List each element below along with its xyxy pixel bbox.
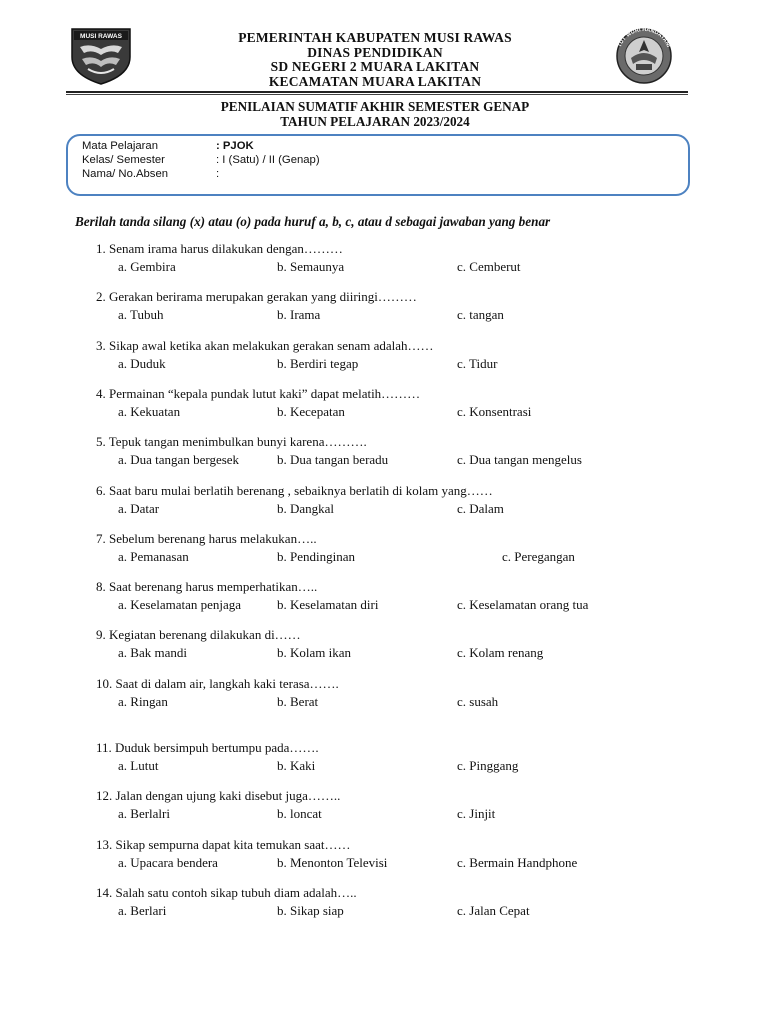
svg-text:MUSI RAWAS: MUSI RAWAS — [80, 33, 122, 40]
identity-value: : I (Satu) / II (Genap) — [216, 154, 320, 166]
musi-rawas-emblem — [70, 27, 132, 85]
option-a[interactable]: a. Kekuatan — [118, 404, 181, 419]
option-a[interactable]: a. Dua tangan bergesek — [118, 452, 240, 467]
exam-title-line: PENILAIAN SUMATIF AKHIR SEMESTER GENAP — [220, 99, 530, 114]
question-stem: 12. Jalan dengan ujung kaki disebut juga…….. — [96, 788, 341, 803]
option-c[interactable]: c. Dalam — [457, 501, 504, 516]
option-b[interactable]: b. Keselamatan diri — [277, 597, 379, 612]
option-a[interactable]: a. Duduk — [118, 356, 166, 371]
option-c[interactable]: c. Konsentrasi — [457, 404, 532, 419]
option-c[interactable]: c. Bermain Handphone — [457, 855, 578, 870]
option-a[interactable]: a. Keselamatan penjaga — [118, 597, 242, 612]
option-b[interactable]: b. Pendinginan — [277, 549, 355, 564]
option-a[interactable]: a. Datar — [118, 501, 160, 516]
exam-year-line: TAHUN PELAJARAN 2023/2024 — [280, 113, 470, 129]
option-c[interactable]: c. tangan — [457, 307, 504, 322]
tut-wuri-handayani-logo — [609, 24, 679, 84]
option-b[interactable]: b. Dua tangan beradu — [277, 452, 389, 467]
letterhead-line-4: KECAMATAN MUARA LAKITAN — [268, 73, 482, 89]
option-b[interactable]: b. Berdiri tegap — [277, 356, 359, 371]
question-stem: 7. Sebelum berenang harus melakukan….. — [96, 531, 317, 546]
option-c[interactable]: c. Peregangan — [502, 549, 575, 564]
option-c[interactable]: c. susah — [457, 694, 499, 709]
identity-value: : — [216, 168, 220, 180]
letterhead-divider — [66, 91, 688, 93]
option-b[interactable]: b. Kolam ikan — [277, 645, 352, 660]
letterhead — [140, 31, 610, 89]
identity-label: Kelas/ Semester — [82, 154, 165, 166]
option-a[interactable]: a. Tubuh — [118, 307, 164, 322]
identity-label: Mata Pelajaran — [82, 140, 158, 152]
option-c[interactable]: c. Cemberut — [457, 259, 521, 274]
option-b[interactable]: b. Semaunya — [277, 259, 345, 274]
option-b[interactable]: b. Kecepatan — [277, 404, 345, 419]
option-b[interactable]: b. Berat — [277, 694, 319, 709]
question-stem: 14. Salah satu contoh sikap tubuh diam adalah….. — [96, 885, 357, 900]
question-stem: 2. Gerakan berirama merupakan gerakan yang diiringi……… — [96, 289, 417, 304]
option-c[interactable]: c. Keselamatan orang tua — [457, 597, 589, 612]
letterhead-line-3: SD NEGERI 2 MUARA LAKITAN — [270, 59, 480, 75]
question-stem: 8. Saat berenang harus memperhatikan….. — [96, 579, 318, 594]
question-stem: 6. Saat baru mulai berlatih berenang , sebaiknya berlatih di kolam yang…… — [96, 483, 493, 498]
option-c[interactable]: c. Tidur — [457, 356, 498, 371]
option-b[interactable]: b. loncat — [277, 806, 322, 821]
option-b[interactable]: b. Menonton Televisi — [277, 855, 388, 870]
question-stem: 5. Tepuk tangan menimbulkan bunyi karena………. — [96, 434, 367, 449]
option-a[interactable]: a. Lutut — [118, 758, 159, 773]
option-a[interactable]: a. Berlari — [118, 903, 167, 918]
question-stem: 11. Duduk bersimpuh bertumpu pada……. — [96, 740, 319, 755]
letterhead-line-1: PEMERINTAH KABUPATEN MUSI RAWAS — [238, 30, 512, 45]
option-a[interactable]: a. Ringan — [118, 694, 168, 709]
question-stem: 3. Sikap awal ketika akan melakukan gerakan senam adalah…… — [96, 338, 434, 353]
option-a[interactable]: a. Gembira — [118, 259, 176, 274]
question-stem: 4. Permainan “kepala pundak lutut kaki” dapat melatih……… — [96, 386, 421, 401]
question-stem: 1. Senam irama harus dilakukan dengan……… — [96, 241, 343, 256]
option-b[interactable]: b. Sikap siap — [277, 903, 344, 918]
option-a[interactable]: a. Upacara bendera — [118, 855, 218, 870]
exam-title — [120, 100, 630, 129]
option-c[interactable]: c. Jinjit — [457, 806, 496, 821]
identity-value: : PJOK — [216, 140, 254, 152]
svg-text:TUT WURI HANDAYANI: TUT WURI HANDAYANI — [616, 26, 672, 49]
question-stem: 9. Kegiatan berenang dilakukan di…… — [96, 627, 301, 642]
option-c[interactable]: c. Pinggang — [457, 758, 519, 773]
option-c[interactable]: c. Dua tangan mengelus — [457, 452, 582, 467]
option-c[interactable]: c. Kolam renang — [457, 645, 544, 660]
letterhead-divider-thin — [66, 94, 688, 95]
letterhead-line-2: DINAS PENDIDIKAN — [307, 44, 443, 60]
option-a[interactable]: a. Bak mandi — [118, 645, 187, 660]
question-stem: 13. Sikap sempurna dapat kita temukan saat…… — [96, 837, 351, 852]
identity-label: Nama/ No.Absen — [82, 168, 169, 180]
option-a[interactable]: a. Pemanasan — [118, 549, 189, 564]
question-stem: 10. Saat di dalam air, langkah kaki terasa……. — [96, 676, 339, 691]
option-b[interactable]: b. Kaki — [277, 758, 316, 773]
option-b[interactable]: b. Irama — [277, 307, 321, 322]
option-c[interactable]: c. Jalan Cepat — [457, 903, 530, 918]
instruction-text: Berilah tanda silang (x) atau (o) pada huruf a, b, c, atau d sebagai jawaban yang benar — [75, 214, 551, 229]
option-b[interactable]: b. Dangkal — [277, 501, 335, 516]
option-a[interactable]: a. Berlalri — [118, 806, 170, 821]
